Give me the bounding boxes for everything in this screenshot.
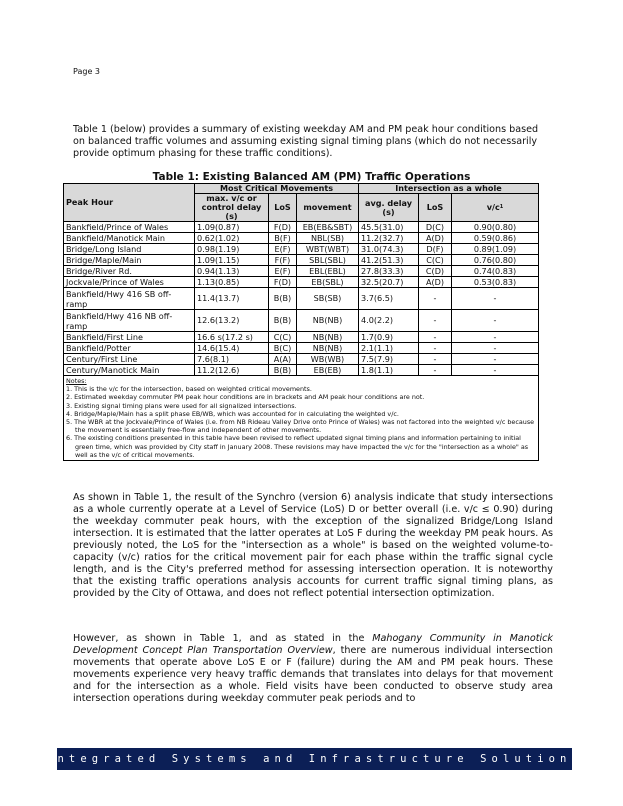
- table-cell: A(D): [419, 233, 452, 244]
- table-cell: Bankfield/Hwy 416 NB off-ramp: [64, 310, 195, 332]
- table-cell: C(D): [419, 266, 452, 277]
- header-vc-whole: [452, 194, 539, 222]
- table-cell: -: [419, 288, 452, 310]
- table-cell: B(F): [269, 233, 297, 244]
- table-note: 2. Estimated weekday commuter PM peak hour conditions are in brackets and AM peak hour conditions are not.: [66, 393, 425, 402]
- header-vc-footnote: 1: [499, 204, 504, 210]
- table-cell: Bridge/River Rd.: [64, 266, 195, 277]
- header-intersection-whole: Intersection as a whole: [359, 184, 539, 194]
- table-cell: -: [452, 354, 539, 365]
- table-cell: 1.8(1.1): [359, 365, 419, 376]
- table-cell: Bankfield/Hwy 416 SB off-ramp: [64, 288, 195, 310]
- table-cell: 2.1(1.1): [359, 343, 419, 354]
- header-critical-movements: Most Critical Movements: [195, 184, 359, 194]
- table-cell: 0.90(0.80): [452, 222, 539, 233]
- table-cell: F(D): [269, 277, 297, 288]
- table-cell: 0.89(1.09): [452, 244, 539, 255]
- table-cell: A(D): [419, 277, 452, 288]
- table-cell: -: [452, 365, 539, 376]
- notes-row: [64, 376, 539, 461]
- table-cell: -: [419, 365, 452, 376]
- table-row: [64, 233, 539, 244]
- table-cell: NB(NB): [297, 332, 359, 343]
- table-row: [64, 343, 539, 354]
- page-number: Page 3: [73, 67, 100, 76]
- table-cell: EB(SBL): [297, 277, 359, 288]
- table-note: 1. This is the v/c for the intersection, based on weighted critical movements.: [66, 385, 312, 394]
- table-cell: Century/Manotick Main: [64, 365, 195, 376]
- table-cell: 1.13(0.85): [195, 277, 269, 288]
- header-los-whole: LoS: [419, 194, 452, 222]
- header-avg-delay: avg. delay (s): [359, 194, 419, 222]
- table-cell: 12.6(13.2): [195, 310, 269, 332]
- table-cell: 32.5(20.7): [359, 277, 419, 288]
- table-cell: 11.4(13.7): [195, 288, 269, 310]
- table-cell: F(F): [269, 255, 297, 266]
- table-cell: 1.09(0.87): [195, 222, 269, 233]
- table-cell: 45.5(31.0): [359, 222, 419, 233]
- table-cell: C(C): [419, 255, 452, 266]
- table-cell: EBL(EBL): [297, 266, 359, 277]
- table-cell: B(B): [269, 310, 297, 332]
- table-cell: -: [419, 332, 452, 343]
- table-cell: B(C): [269, 343, 297, 354]
- table-cell: B(B): [269, 365, 297, 376]
- table-cell: 31.0(74.3): [359, 244, 419, 255]
- intro-paragraph: Table 1 (below) provides a summary of existing weekday AM and PM peak hour conditions based on balanced traffic volumes and assuming existing signal timing plans (which do not necessarily provide optimum phasing for these traffic conditions).: [73, 124, 539, 159]
- table-cell: -: [419, 310, 452, 332]
- table-cell: 14.6(15.4): [195, 343, 269, 354]
- table-cell: Bridge/Maple/Main: [64, 255, 195, 266]
- document-title-reference: Mahogany Community in Manotick Development Concept Plan Transportation Overview: [73, 633, 553, 656]
- table-cell: D(C): [419, 222, 452, 233]
- table-cell: SBL(SBL): [297, 255, 359, 266]
- table-note: 4. Bridge/Maple/Main has a split phase EB/WB, which was accounted for in calculating the weighted v/c.: [66, 409, 399, 418]
- header-los: LoS: [269, 194, 297, 222]
- table-cell: E(F): [269, 244, 297, 255]
- table-cell: D(F): [419, 244, 452, 255]
- table-cell: -: [452, 288, 539, 310]
- table-cell: 0.74(0.83): [452, 266, 539, 277]
- table-cell: EB(EB): [297, 365, 359, 376]
- table-cell: 3.7(6.5): [359, 288, 419, 310]
- table-caption: Table 1: Existing Balanced AM (PM) Traffic Operations: [152, 171, 471, 183]
- movements-paragraph: [73, 633, 553, 705]
- table-cell: Bankfield/Potter: [64, 343, 195, 354]
- table-cell: NB(NB): [297, 343, 359, 354]
- table-cell: Bankfield/Manotick Main: [64, 233, 195, 244]
- table-cell: 11.2(12.6): [195, 365, 269, 376]
- table-cell: 0.62(1.02): [195, 233, 269, 244]
- table-cell: 11.2(32.7): [359, 233, 419, 244]
- table-cell: B(B): [269, 288, 297, 310]
- table-row: [64, 332, 539, 343]
- table-cell: C(C): [269, 332, 297, 343]
- table-cell: -: [452, 332, 539, 343]
- table-row: [64, 365, 539, 376]
- table-cell: 4.0(2.2): [359, 310, 419, 332]
- table-cell: NBL(SB): [297, 233, 359, 244]
- table-cell: SB(SB): [297, 288, 359, 310]
- table-row: [64, 266, 539, 277]
- table-cell: Bankfield/First Line: [64, 332, 195, 343]
- table-cell: Bankfield/Prince of Wales: [64, 222, 195, 233]
- table-cell: E(F): [269, 266, 297, 277]
- footer-text: Integrated Systems and Infrastructure Solutions: [46, 753, 583, 765]
- table-cell: Jockvale/Prince of Wales: [64, 277, 195, 288]
- table-row: [64, 288, 539, 310]
- table-row: [64, 244, 539, 255]
- table-cell: 1.7(0.9): [359, 332, 419, 343]
- movements-paragraph-start: However, as shown in Table 1, and as stated in the: [73, 633, 373, 644]
- table-note: 6. The existing conditions presented in this table have been revised to reflect updated signal timing plans and information pertaining to initial green time, which was provided by City staff in January 2008. These revisions may have impacted the v/c for the "intersection as a whole" as well as the v/c of critical movements.: [66, 434, 529, 459]
- header-movement: movement: [297, 194, 359, 222]
- table-cell: 1.09(1.15): [195, 255, 269, 266]
- table-cell: 0.76(0.80): [452, 255, 539, 266]
- table-cell: 16.6 s(17.2 s): [195, 332, 269, 343]
- table-cell: Bridge/Long Island: [64, 244, 195, 255]
- header-peak-hour: Peak Hour: [64, 184, 195, 222]
- analysis-paragraph: As shown in Table 1, the result of the Synchro (version 6) analysis indicate that study intersections as a whole currently operate at a Level of Service (LoS) D or better overall (i.e. v/c ≤ 0.90) during the weekday commuter peak hours, with the exception of the signalized Bridge/Long Island intersection. It is estimated that the latter operates at LoS F during the weekday PM peak hours. As previously noted, the LoS for the "intersection as a whole" is based on the weighted volume-to-capacity (v/c) ratios for the critical movement pair for each phase within the traffic signal cycle length, and is the City's preferred method for assessing intersection operation. It is noteworthy that the existing traffic operations analysis accounts for current traffic signal timing plans, as provided by the City of Ottawa, and does not reflect potential intersection optimization.: [73, 492, 553, 599]
- header-vc-label: v/c: [486, 202, 500, 212]
- table-cell: NB(NB): [297, 310, 359, 332]
- table-row: [64, 354, 539, 365]
- table-note: 3. Existing signal timing plans were used for all signalized intersections.: [66, 401, 297, 410]
- table-cell: 7.6(8.1): [195, 354, 269, 365]
- table-cell: WB(WB): [297, 354, 359, 365]
- table-row: [64, 277, 539, 288]
- table-cell: 41.2(51.3): [359, 255, 419, 266]
- table-cell: 0.94(1.13): [195, 266, 269, 277]
- table-row: [64, 222, 539, 233]
- table-row: [64, 255, 539, 266]
- table-row: [64, 310, 539, 332]
- table-cell: 0.59(0.86): [452, 233, 539, 244]
- header-vc-delay: max. v/c or control delay (s): [195, 194, 269, 222]
- table-cell: -: [419, 354, 452, 365]
- table-cell: -: [419, 343, 452, 354]
- table-cell: 7.5(7.9): [359, 354, 419, 365]
- table-cell: 0.53(0.83): [452, 277, 539, 288]
- table-cell: EB(EB&SBT): [297, 222, 359, 233]
- table-cell: -: [452, 310, 539, 332]
- movements-paragraph-end: , there are numerous individual intersection movements that operate above LoS E or F (failure) during the AM and PM peak hours. These movements experience very heavy traffic demands that translates into delays for that movement and for the intersection as a whole. Field visits have been conducted to observe study area intersection operations during weekday commuter peak periods and to: [73, 645, 553, 704]
- table-cell: Century/First Line: [64, 354, 195, 365]
- traffic-operations-table: [63, 183, 539, 461]
- footer-banner: [46, 748, 583, 770]
- notes-heading: Notes:: [66, 377, 87, 385]
- table-cell: -: [452, 343, 539, 354]
- table-cell: F(D): [269, 222, 297, 233]
- table-cell: 27.8(33.3): [359, 266, 419, 277]
- notes-cell: [64, 376, 539, 461]
- table-note: 5. The WBR at the Jockvale/Prince of Wales (i.e. from NB Rideau Valley Drive onto Prince of Wales) was not factored into the weighted v/c because the movement is essentially free-flow and independent of other movements.: [66, 418, 535, 435]
- table-cell: WBT(WBT): [297, 244, 359, 255]
- table-cell: A(A): [269, 354, 297, 365]
- table-cell: 0.98(1.19): [195, 244, 269, 255]
